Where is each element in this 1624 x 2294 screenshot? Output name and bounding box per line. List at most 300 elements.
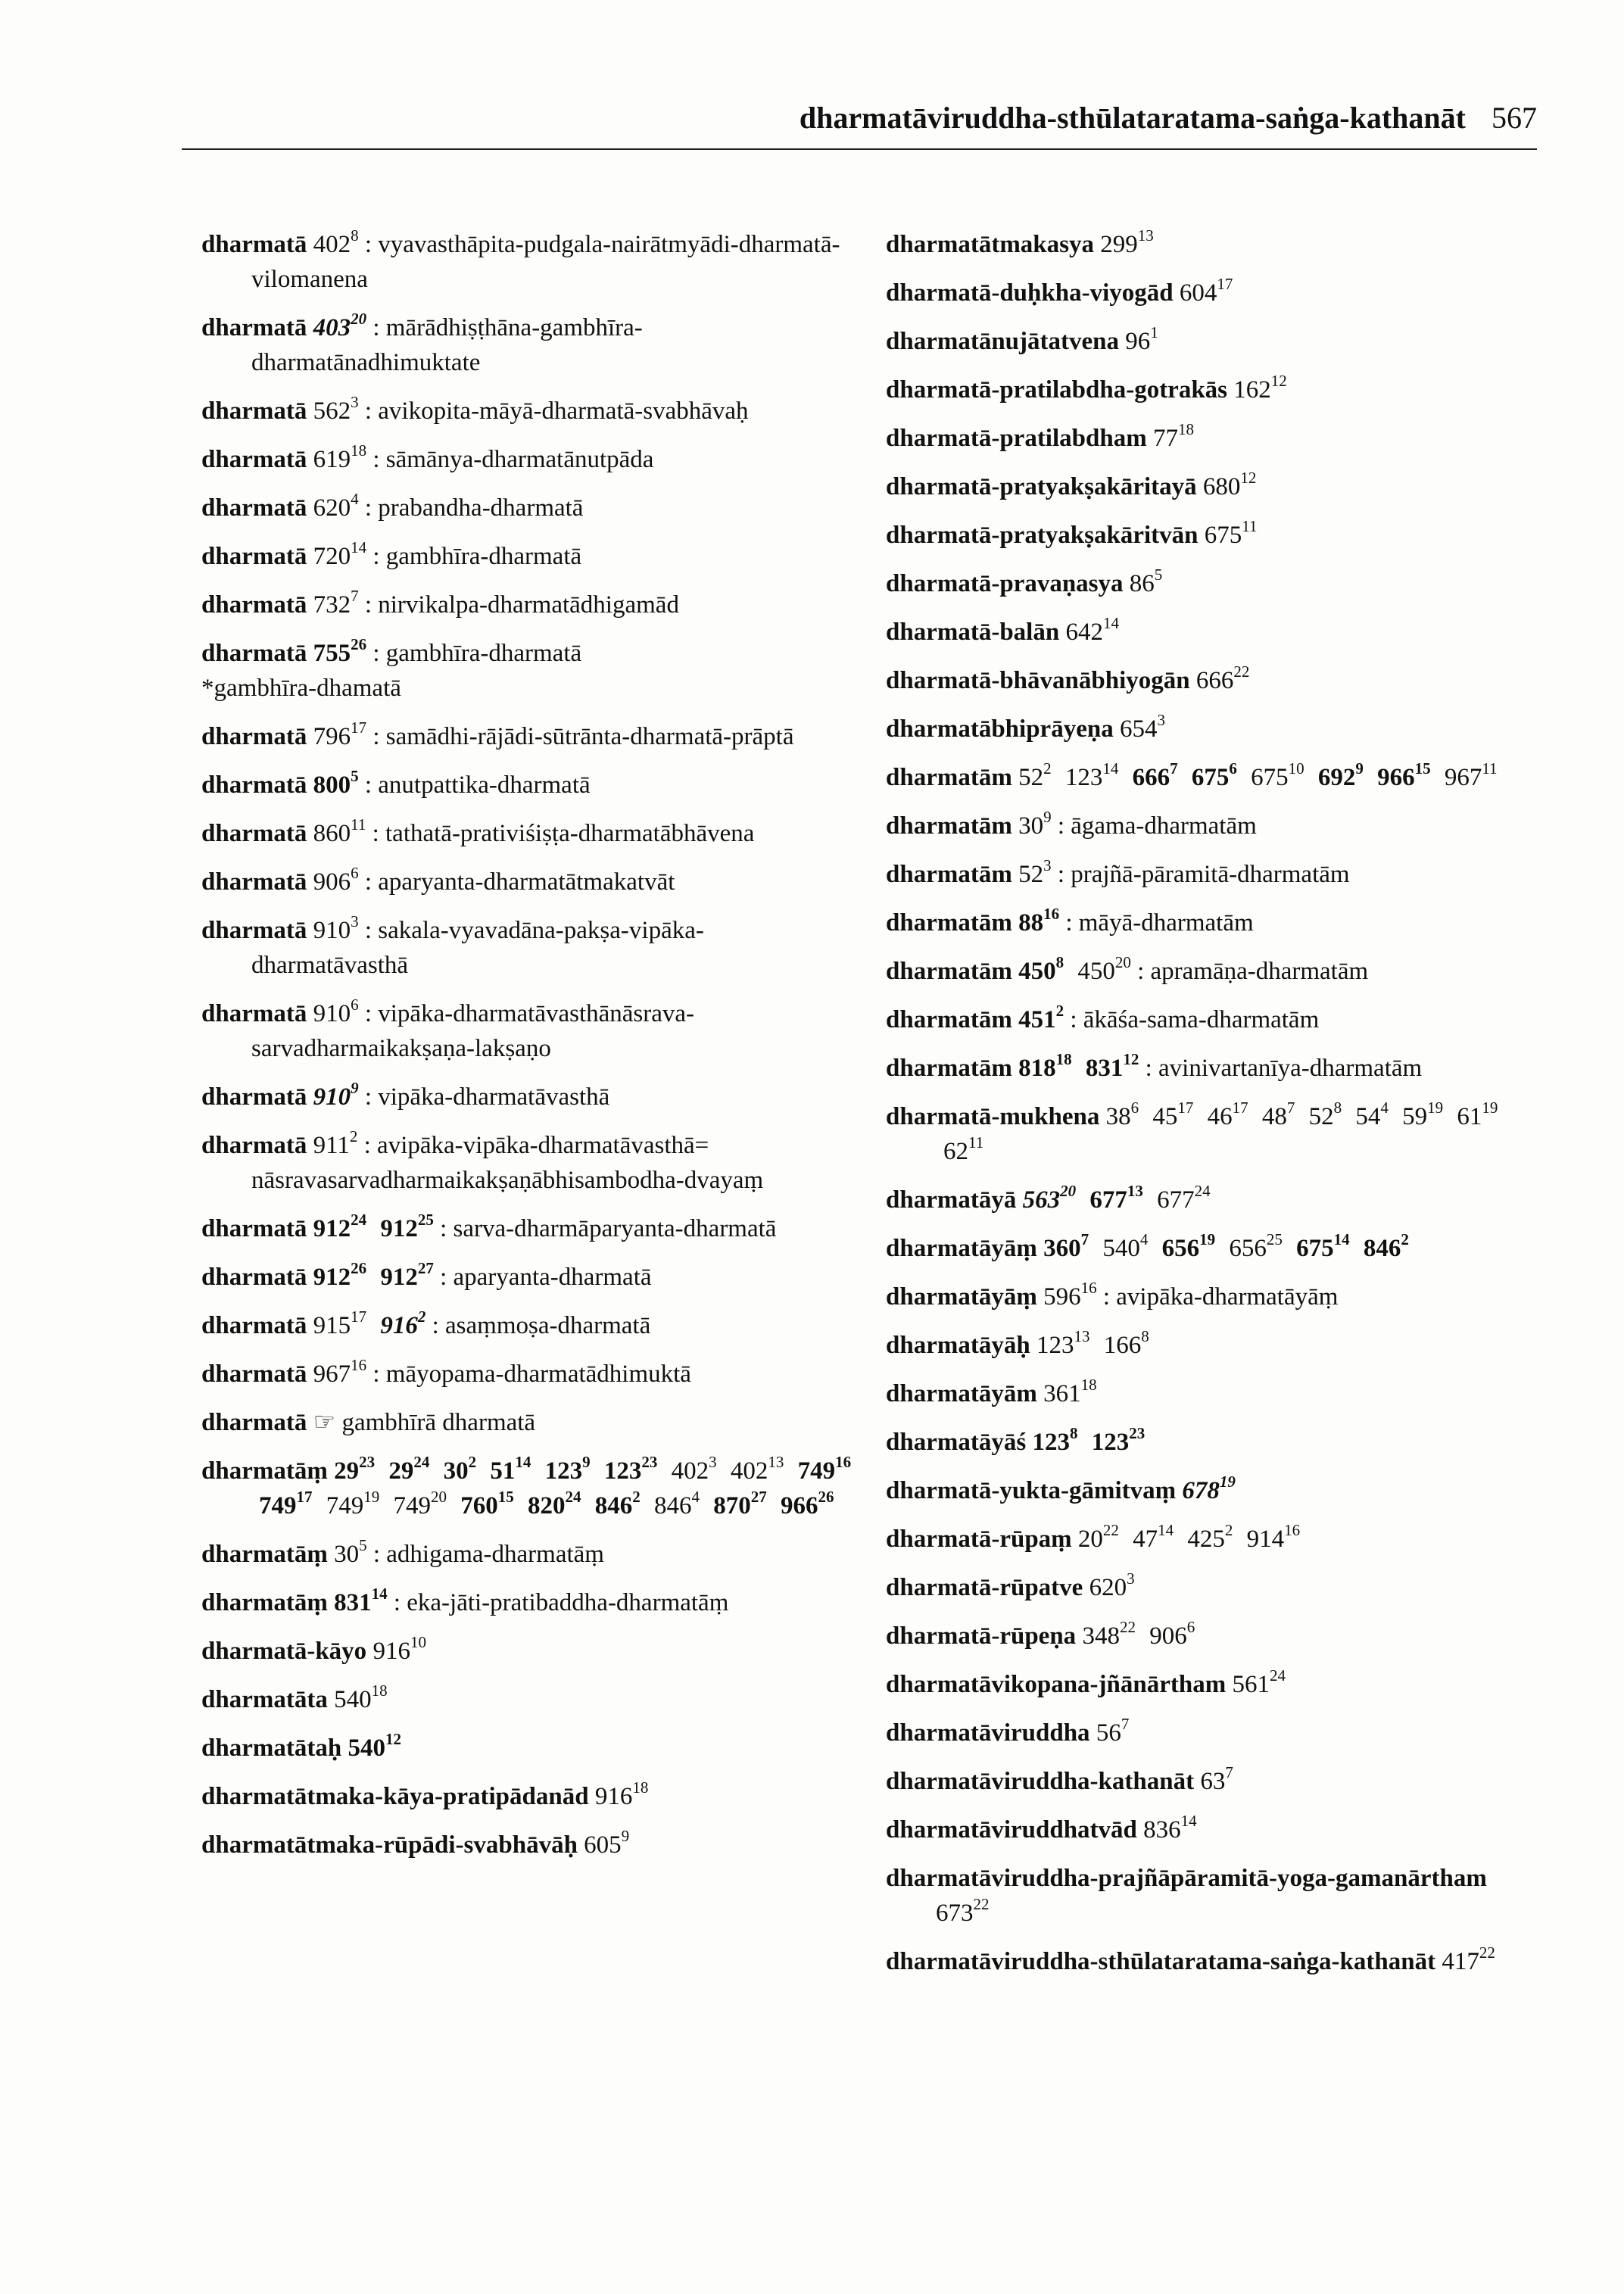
page-reference bbox=[1308, 1099, 1342, 1130]
line-number-ref: 24 bbox=[1194, 1182, 1211, 1200]
line-number-ref: 16 bbox=[351, 1356, 367, 1374]
entry-headword: dharmatā bbox=[201, 1361, 307, 1388]
entry-gloss: : sarva-dharmāparyanta-dharmatā bbox=[440, 1215, 776, 1242]
page-reference bbox=[1187, 1521, 1233, 1553]
entry-gloss: : eka-jāti-pratibaddha-dharmatāṃ bbox=[394, 1589, 729, 1616]
page-number-ref: 912 bbox=[380, 1215, 418, 1242]
line-number-ref: 24 bbox=[565, 1488, 581, 1506]
page-reference bbox=[594, 1778, 649, 1810]
line-number-ref: 16 bbox=[1284, 1521, 1301, 1539]
page-number-ref: 720 bbox=[313, 543, 351, 570]
page-reference bbox=[781, 1488, 834, 1519]
page-reference bbox=[1032, 1424, 1078, 1456]
page-reference bbox=[1043, 1376, 1097, 1407]
page-number-ref: 59 bbox=[1402, 1103, 1428, 1130]
index-entry bbox=[886, 712, 1537, 746]
page-reference bbox=[1091, 1424, 1146, 1456]
entry-gloss: : gambhīra-dharmatā bbox=[372, 543, 581, 570]
index-entry bbox=[201, 1080, 853, 1114]
entry-gloss: : samādhi-rājādi-sūtrānta-dharmatā-prāptā bbox=[372, 723, 793, 750]
entry-headword: dharmatā bbox=[201, 1264, 307, 1291]
page-number-ref: 820 bbox=[528, 1492, 566, 1519]
page-number-ref: 86 bbox=[1129, 570, 1155, 597]
line-number-ref: 3 bbox=[1127, 1569, 1135, 1588]
index-entry bbox=[886, 954, 1537, 989]
entry-gloss: : avipāka-vipāka-dharmatāvasthā= nāsravasarvadharmaikakṣaṇābhisambodha-dvayaṃ bbox=[251, 1132, 763, 1194]
entry-headword: dharmatā bbox=[201, 1409, 307, 1436]
page-reference bbox=[1096, 1715, 1130, 1747]
page-number-ref: 911 bbox=[313, 1132, 350, 1159]
page-reference bbox=[1064, 759, 1119, 791]
line-number-ref: 8 bbox=[351, 226, 359, 245]
line-number-ref: 4 bbox=[691, 1488, 700, 1506]
line-number-ref: 2 bbox=[349, 1127, 358, 1145]
entry-headword: dharmatām bbox=[886, 861, 1012, 888]
page-reference bbox=[313, 441, 367, 473]
page-reference bbox=[1152, 420, 1194, 452]
entry-headword: dharmatā-mukhena bbox=[886, 1103, 1100, 1130]
page-number-ref: 54 bbox=[1355, 1103, 1381, 1130]
page-number-ref: 123 bbox=[544, 1457, 583, 1485]
entry-headword: dharmatām bbox=[886, 909, 1012, 937]
line-number-ref: 10 bbox=[410, 1633, 426, 1651]
page-number-ref: 540 bbox=[334, 1686, 372, 1713]
page-reference bbox=[528, 1488, 581, 1519]
entry-headword: dharmatātmaka-rūpādi-svabhāvāḥ bbox=[201, 1831, 578, 1859]
entry-gloss: : vipāka-dharmatāvasthānāsrava-sarvadharmaikakṣaṇa-lakṣaṇo bbox=[251, 1000, 694, 1062]
page-number-ref: 666 bbox=[1195, 667, 1234, 694]
page-number-ref: 96 bbox=[1125, 328, 1151, 355]
page-reference bbox=[1119, 711, 1165, 743]
line-number-ref: 7 bbox=[1225, 1763, 1233, 1781]
entry-headword: dharmatām bbox=[886, 764, 1012, 791]
index-entry bbox=[201, 1731, 853, 1766]
entry-gloss: : asaṃmoṣa-dharmatā bbox=[432, 1312, 651, 1339]
page-number-ref: 620 bbox=[1089, 1574, 1127, 1601]
line-number-ref: 9 bbox=[1355, 759, 1364, 778]
page-number-ref: 654 bbox=[1119, 715, 1158, 743]
index-entry bbox=[886, 1716, 1537, 1750]
line-number-ref: 4 bbox=[1380, 1099, 1389, 1117]
page-number-ref: 870 bbox=[713, 1492, 751, 1519]
page-number-ref: 47 bbox=[1133, 1526, 1158, 1553]
line-number-ref: 25 bbox=[1266, 1230, 1283, 1248]
line-number-ref: 7 bbox=[351, 587, 359, 605]
page-number-ref: 818 bbox=[1018, 1055, 1056, 1082]
entry-headword: dharmatāyām bbox=[886, 1380, 1037, 1407]
entry-headword: dharmatā-pratilabdha-gotrakās bbox=[886, 376, 1228, 404]
page-reference bbox=[334, 1682, 388, 1713]
page-reference bbox=[313, 864, 359, 896]
line-number-ref: 8 bbox=[1141, 1327, 1149, 1345]
page-reference bbox=[334, 1453, 376, 1485]
page-number-ref: 755 bbox=[313, 640, 351, 667]
line-number-ref: 26 bbox=[351, 1259, 367, 1277]
page-reference bbox=[1157, 1182, 1211, 1214]
page-number-ref: 596 bbox=[1043, 1283, 1081, 1311]
line-number-ref: 3 bbox=[351, 393, 359, 411]
entry-headword: dharmatā bbox=[201, 314, 307, 341]
page-number-ref: 402 bbox=[313, 231, 351, 258]
page-number-ref: 540 bbox=[1102, 1235, 1140, 1262]
page-number-ref: 562 bbox=[313, 397, 351, 425]
page-number-ref: 52 bbox=[1018, 861, 1044, 888]
entry-gloss: : māyopama-dharmatādhimuktā bbox=[372, 1361, 691, 1388]
entry-headword: dharmatāṃ bbox=[201, 1541, 328, 1568]
index-entry bbox=[886, 566, 1537, 601]
page-number-ref: 846 bbox=[1363, 1235, 1401, 1262]
page-reference bbox=[1022, 1182, 1077, 1214]
entry-headword: dharmatā bbox=[201, 397, 307, 425]
page-reference bbox=[313, 1356, 367, 1388]
index-entry bbox=[201, 1634, 853, 1669]
line-number-ref: 18 bbox=[371, 1682, 388, 1700]
page-reference bbox=[1232, 1666, 1286, 1698]
index-entry bbox=[201, 588, 853, 622]
page-reference bbox=[671, 1453, 717, 1485]
page-reference bbox=[313, 996, 359, 1027]
line-number-ref: 5 bbox=[351, 767, 359, 785]
index-entry bbox=[201, 1537, 853, 1572]
page-number-ref: 52 bbox=[1308, 1103, 1334, 1130]
entry-headword: dharmatā bbox=[201, 591, 307, 619]
page-number-ref: 966 bbox=[1377, 764, 1415, 791]
line-number-ref: 24 bbox=[351, 1211, 367, 1229]
page-reference bbox=[1132, 759, 1178, 791]
page-reference bbox=[313, 767, 359, 799]
line-number-ref: 26 bbox=[818, 1488, 834, 1506]
entry-gloss: : aparyanta-dharmatātmakatvāt bbox=[365, 868, 675, 896]
page-number-ref: 656 bbox=[1161, 1235, 1200, 1262]
page-number-ref: 966 bbox=[781, 1492, 818, 1519]
page-reference bbox=[259, 1488, 313, 1519]
index-entry bbox=[886, 518, 1537, 553]
index-entry bbox=[201, 310, 853, 380]
line-number-ref: 3 bbox=[709, 1453, 717, 1471]
line-number-ref: 3 bbox=[351, 912, 359, 930]
line-number-ref: 11 bbox=[968, 1133, 984, 1152]
page-reference bbox=[313, 1079, 359, 1111]
index-entry bbox=[201, 816, 853, 851]
line-number-ref: 14 bbox=[1180, 1812, 1197, 1830]
line-number-ref: 17 bbox=[351, 1308, 367, 1326]
entry-gloss: : vipāka-dharmatāvasthā bbox=[365, 1083, 609, 1111]
entry-headword: dharmatā-yukta-gāmitvaṃ bbox=[886, 1477, 1177, 1504]
entry-headword: dharmatām bbox=[886, 1055, 1012, 1082]
page-number-ref: 30 bbox=[334, 1541, 360, 1568]
line-number-ref: 2 bbox=[468, 1453, 477, 1471]
index-entry bbox=[886, 1812, 1537, 1847]
header-rule bbox=[182, 148, 1537, 150]
page-number-ref: 425 bbox=[1187, 1526, 1225, 1553]
page-number-ref: 46 bbox=[1207, 1103, 1233, 1130]
index-entry bbox=[201, 913, 853, 983]
line-number-ref: 23 bbox=[1129, 1424, 1146, 1442]
index-entry bbox=[886, 372, 1537, 407]
page-reference bbox=[1018, 1050, 1072, 1082]
index-entry bbox=[886, 1570, 1537, 1605]
line-number-ref: 3 bbox=[1043, 856, 1052, 874]
page-reference bbox=[797, 1453, 852, 1485]
entry-headword: dharmatāyāś bbox=[886, 1429, 1027, 1456]
page-reference bbox=[1179, 275, 1233, 307]
page-number-ref: 675 bbox=[1251, 764, 1289, 791]
page-number-ref: 619 bbox=[313, 446, 351, 473]
index-entry bbox=[201, 1585, 853, 1620]
line-number-ref: 9 bbox=[1043, 808, 1052, 826]
index-entry bbox=[886, 227, 1537, 262]
page-reference bbox=[1018, 1002, 1064, 1033]
entry-gloss: : māyā-dharmatām bbox=[1065, 909, 1253, 937]
page-number-ref: 916 bbox=[372, 1638, 410, 1665]
index-entry bbox=[886, 1861, 1537, 1931]
line-number-ref: 9 bbox=[621, 1827, 630, 1845]
page-number-ref: 30 bbox=[1018, 812, 1044, 840]
page-reference bbox=[1043, 1230, 1089, 1262]
page-reference bbox=[1207, 1099, 1248, 1130]
line-number-ref: 18 bbox=[1177, 420, 1194, 438]
page-number-ref: 348 bbox=[1082, 1622, 1120, 1650]
entry-gloss: : prajñā-pāramitā-dharmatām bbox=[1058, 861, 1350, 888]
line-number-ref: 7 bbox=[1286, 1099, 1295, 1117]
page-reference bbox=[326, 1488, 380, 1519]
index-entry bbox=[201, 1357, 853, 1392]
page-reference bbox=[1018, 953, 1064, 985]
entry-headword: dharmatāviruddha-kathanāt bbox=[886, 1768, 1195, 1795]
line-number-ref: 4 bbox=[1139, 1230, 1149, 1248]
line-number-ref: 1 bbox=[1150, 323, 1158, 341]
line-number-ref: 10 bbox=[1288, 759, 1304, 778]
index-entry bbox=[201, 1828, 853, 1862]
page-number-ref: 123 bbox=[1032, 1429, 1070, 1456]
entry-headword: dharmatā bbox=[201, 1312, 307, 1339]
line-number-ref: 8 bbox=[1333, 1099, 1342, 1117]
page-reference bbox=[1251, 759, 1304, 791]
page-reference bbox=[313, 718, 367, 750]
entry-note: *gambhīra-dhamatā bbox=[201, 675, 401, 702]
index-entry bbox=[201, 768, 853, 803]
page-number-ref: 912 bbox=[313, 1264, 351, 1291]
page-reference bbox=[1036, 1327, 1090, 1359]
index-entry bbox=[886, 1099, 1537, 1169]
page-reference bbox=[730, 1453, 784, 1485]
page-number-ref: 162 bbox=[1233, 376, 1271, 404]
entry-headword: dharmatā-kāyo bbox=[201, 1638, 367, 1665]
page-reference bbox=[334, 1536, 367, 1568]
page-number-ref: 38 bbox=[1105, 1103, 1131, 1130]
page-number-ref: 540 bbox=[348, 1735, 385, 1762]
line-number-ref: 14 bbox=[1102, 614, 1119, 632]
entry-headword: dharmatā bbox=[201, 543, 307, 570]
line-number-ref: 19 bbox=[1427, 1099, 1444, 1117]
line-number-ref: 22 bbox=[973, 1895, 990, 1913]
index-entry bbox=[201, 1128, 853, 1198]
index-entry bbox=[886, 1328, 1537, 1363]
page-reference bbox=[1363, 1230, 1409, 1262]
entry-gloss: : anutpattika-dharmatā bbox=[365, 771, 591, 799]
index-entry bbox=[886, 1764, 1537, 1799]
entry-headword: dharmatāyāḥ bbox=[886, 1332, 1030, 1359]
index-entry bbox=[201, 865, 853, 899]
entry-headword: dharmatā bbox=[201, 494, 307, 522]
page-number-ref: 749 bbox=[797, 1457, 836, 1485]
page-number-ref: 604 bbox=[1179, 279, 1217, 307]
line-number-ref: 8 bbox=[1069, 1424, 1078, 1442]
page-reference bbox=[313, 1259, 367, 1291]
page-reference bbox=[1191, 759, 1237, 791]
line-number-ref: 17 bbox=[296, 1488, 313, 1506]
page-number-ref: 749 bbox=[326, 1492, 364, 1519]
index-entry bbox=[886, 615, 1537, 650]
page-reference bbox=[1149, 1618, 1195, 1650]
entry-headword: dharmatā bbox=[201, 723, 307, 750]
index-entry bbox=[886, 1376, 1537, 1411]
line-number-ref: 14 bbox=[1102, 759, 1119, 778]
entry-headword: dharmatāyāṃ bbox=[886, 1235, 1037, 1262]
page-reference bbox=[1204, 517, 1258, 549]
entry-headword: dharmatām bbox=[886, 958, 1012, 985]
page-number-ref: 29 bbox=[334, 1457, 360, 1485]
line-number-ref: 17 bbox=[1177, 1099, 1194, 1117]
index-entry bbox=[886, 1667, 1537, 1702]
page-reference bbox=[313, 490, 359, 522]
entry-headword: dharmatā-rūpatve bbox=[886, 1574, 1083, 1601]
line-number-ref: 22 bbox=[1233, 662, 1250, 681]
page-reference bbox=[1261, 1099, 1295, 1130]
page-number-ref: 123 bbox=[1064, 764, 1103, 791]
entry-headword: dharmatābhiprāyeṇa bbox=[886, 715, 1114, 743]
page-number-ref: 61 bbox=[1457, 1103, 1482, 1130]
index-entry bbox=[886, 857, 1537, 892]
line-number-ref: 23 bbox=[641, 1453, 658, 1471]
line-number-ref: 23 bbox=[359, 1453, 376, 1471]
page-reference bbox=[603, 1453, 658, 1485]
entry-gloss: : avikopita-māyā-dharmatā-svabhāvaḥ bbox=[365, 397, 749, 425]
entry-headword: dharmatām bbox=[886, 1006, 1012, 1033]
index-entry bbox=[886, 663, 1537, 698]
index-entry bbox=[886, 760, 1537, 795]
line-number-ref: 6 bbox=[1130, 1099, 1139, 1117]
page-reference bbox=[1018, 808, 1052, 840]
line-number-ref: 19 bbox=[1482, 1099, 1498, 1117]
index-entry bbox=[201, 1211, 853, 1246]
page-reference bbox=[380, 1259, 434, 1291]
entry-gloss: : adhigama-dharmatāṃ bbox=[373, 1541, 604, 1568]
page-number-ref: 673 bbox=[936, 1900, 974, 1927]
page-number-ref: 30 bbox=[443, 1457, 469, 1485]
entry-headword: dharmatā bbox=[201, 771, 307, 799]
entry-headword: dharmatā bbox=[201, 820, 307, 847]
page-reference bbox=[1377, 759, 1431, 791]
line-number-ref: 19 bbox=[1219, 1473, 1236, 1491]
page-reference bbox=[1233, 372, 1287, 404]
entry-gloss: : ākāśa-sama-dharmatām bbox=[1070, 1006, 1319, 1033]
entry-headword: dharmatā bbox=[201, 446, 307, 473]
page-number-ref: 402 bbox=[671, 1457, 709, 1485]
page-reference bbox=[1125, 323, 1158, 355]
entry-gloss: : sakala-vyavadāna-pakṣa-vipāka-dharmatāvasthā bbox=[251, 917, 704, 979]
page-number-ref: 123 bbox=[1091, 1429, 1130, 1456]
entry-headword: dharmatā bbox=[201, 1132, 307, 1159]
line-number-ref: 12 bbox=[1270, 372, 1287, 390]
page-number-ref: 666 bbox=[1132, 764, 1170, 791]
line-number-ref: 16 bbox=[1043, 905, 1060, 923]
line-number-ref: 7 bbox=[1170, 759, 1178, 778]
index-entry bbox=[201, 636, 853, 706]
page-number-ref: 361 bbox=[1043, 1380, 1081, 1407]
line-number-ref: 6 bbox=[1186, 1618, 1195, 1636]
page-reference bbox=[1089, 1569, 1135, 1601]
page-reference bbox=[1402, 1099, 1444, 1130]
entry-headword: dharmatāyā bbox=[886, 1186, 1017, 1214]
running-head bbox=[182, 97, 1537, 139]
index-entry bbox=[886, 1619, 1537, 1653]
page-reference bbox=[313, 310, 367, 341]
page-number-ref: 563 bbox=[1022, 1186, 1061, 1214]
entry-headword: dharmatā-pratyakṣakāritayā bbox=[886, 473, 1197, 500]
page-number: 567 bbox=[1492, 101, 1537, 135]
entry-gloss: : tathatā-prativiśiṣṭa-dharmatābhāvena bbox=[372, 820, 755, 847]
page-reference bbox=[313, 538, 367, 570]
running-head-title: dharmatāviruddha-sthūlataratama-saṅga-kathanāt bbox=[799, 101, 1466, 135]
index-entry bbox=[886, 1051, 1537, 1086]
index-entry bbox=[201, 719, 853, 754]
line-number-ref: 13 bbox=[1137, 226, 1154, 245]
entry-headword: dharmatāṃ bbox=[201, 1457, 328, 1485]
entry-headword: dharmatāta bbox=[201, 1686, 328, 1713]
index-entry bbox=[886, 905, 1537, 940]
line-number-ref: 22 bbox=[1119, 1618, 1136, 1636]
line-number-ref: 12 bbox=[385, 1730, 401, 1748]
index-entry bbox=[201, 1260, 853, 1295]
line-number-ref: 16 bbox=[835, 1453, 852, 1471]
entry-headword: dharmatā-balān bbox=[886, 619, 1060, 646]
page-number-ref: 48 bbox=[1261, 1103, 1287, 1130]
line-number-ref: 18 bbox=[632, 1778, 649, 1797]
page-reference bbox=[1077, 953, 1131, 985]
line-number-ref: 22 bbox=[1479, 1943, 1495, 1962]
line-number-ref: 20 bbox=[431, 1488, 447, 1506]
page-reference bbox=[1043, 1279, 1097, 1311]
page-reference bbox=[713, 1488, 767, 1519]
entry-gloss: : sāmānya-dharmatānutpāda bbox=[372, 446, 653, 473]
line-number-ref: 18 bbox=[1080, 1376, 1097, 1394]
index-entry bbox=[886, 421, 1537, 456]
page-number-ref: 796 bbox=[313, 723, 351, 750]
page-number-ref: 52 bbox=[1018, 764, 1044, 791]
page-reference bbox=[1317, 759, 1364, 791]
entry-headword: dharmatāviruddhatvād bbox=[886, 1816, 1137, 1844]
page-reference bbox=[1129, 566, 1163, 597]
page-number-ref: 123 bbox=[1036, 1332, 1074, 1359]
page-number-ref: 675 bbox=[1191, 764, 1230, 791]
page-reference bbox=[313, 226, 359, 258]
page-reference bbox=[1246, 1521, 1301, 1553]
page-reference bbox=[1161, 1230, 1216, 1262]
line-number-ref: 27 bbox=[417, 1259, 434, 1277]
page-number-ref: 45 bbox=[1152, 1103, 1178, 1130]
index-entry bbox=[886, 276, 1537, 310]
page-reference bbox=[388, 1453, 430, 1485]
page-reference bbox=[313, 1211, 367, 1242]
entry-gloss: : mārādhiṣṭhāna-gambhīra-dharmatānadhimuktate bbox=[251, 314, 643, 376]
entry-headword: dharmatā bbox=[201, 1000, 307, 1027]
page-number-ref: 912 bbox=[380, 1264, 418, 1291]
line-number-ref: 14 bbox=[1158, 1521, 1174, 1539]
line-number-ref: 11 bbox=[1242, 517, 1258, 535]
page-number-ref: 915 bbox=[313, 1312, 351, 1339]
line-number-ref: 18 bbox=[351, 441, 367, 460]
